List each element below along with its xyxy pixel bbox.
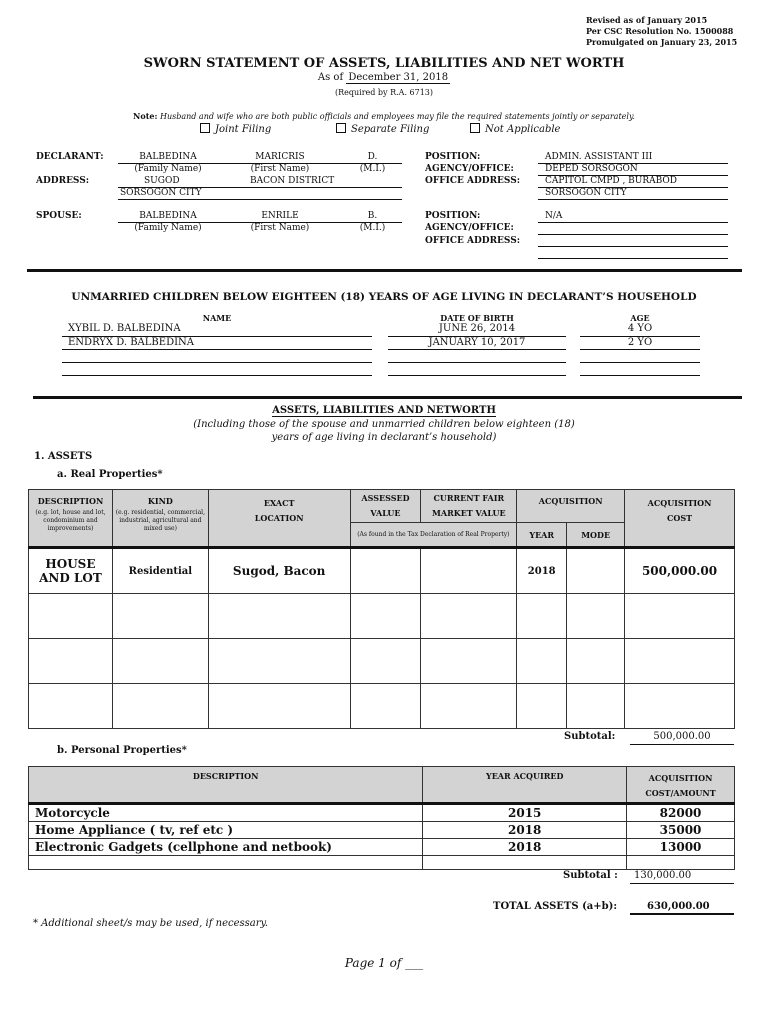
spouse-family-name: BALBEDINA [139, 211, 197, 221]
child-2-age: 2 YO [627, 337, 653, 348]
pp-row-1-year: 2015 [423, 804, 627, 822]
rp-cost-header: ACQUISITION COST [625, 490, 735, 548]
spouse-office-address-label: OFFICE ADDRESS: [425, 236, 521, 246]
rp-fair-header: CURRENT FAIR MARKET VALUE [421, 490, 517, 523]
children-dob-header: DATE OF BIRTH [440, 313, 514, 323]
separate-filing-option[interactable] [336, 123, 429, 135]
total-assets-label: TOTAL ASSETS (a+b): [493, 901, 618, 912]
rp-subtotal-line [630, 744, 734, 745]
mi-caption: (M.I.) [359, 164, 386, 174]
pp-description-header: DESCRIPTION [29, 767, 423, 804]
children-title: UNMARRIED CHILDREN BELOW EIGHTEEN (18) YEARS OF AGE LIVING IN DECLARANT’S HOUSEHOLD [71, 291, 697, 303]
spouse-label: SPOUSE: [36, 211, 82, 221]
as-of-line [0, 72, 768, 83]
spouse-office-line [538, 258, 728, 259]
table-row [29, 594, 735, 639]
real-properties-table [28, 489, 735, 729]
address-label: ADDRESS: [36, 176, 90, 186]
declarant-first-name: MARICRIS [255, 152, 305, 162]
revision-line-3: Promulgated on January 23, 2015 [586, 37, 738, 47]
assets-heading: 1. ASSETS [34, 451, 93, 462]
not-applicable-label: Not Applicable [485, 124, 561, 135]
address-line [118, 199, 402, 200]
alnw-subtitle-2: years of age living in declarant’s household) [271, 432, 497, 443]
address-line-2: SORSOGON CITY [120, 188, 202, 198]
pp-subtotal-label: Subtotal : [563, 870, 618, 881]
rp-row-1-assessed [350, 548, 421, 594]
rp-row-1-description: HOUSE AND LOT [29, 548, 113, 594]
rp-acquisition-header: ACQUISITION [517, 490, 625, 523]
checkbox-icon [470, 123, 480, 133]
rp-row-1-location: Sugod, Bacon [208, 548, 350, 594]
not-applicable-option[interactable] [470, 123, 560, 135]
revision-line-2: Per CSC Resolution No. 1500088 [586, 26, 734, 36]
pp-row-3-description: Electronic Gadgets (cellphone and netbook) [29, 839, 423, 856]
pp-row-3-year: 2018 [423, 839, 627, 856]
pp-row-1-description: Motorcycle [29, 804, 423, 822]
child-2-name: ENDRYX D. BALBEDINA [68, 337, 195, 348]
rp-description-header: DESCRIPTION (e.g. lot, house and lot, condominium and improvements) [29, 490, 113, 548]
additional-sheets-note: * Additional sheet/s may be used, if necessary. [33, 918, 269, 929]
spouse-first-name: ENRILE [261, 211, 299, 221]
child-1-dob: JUNE 26, 2014 [438, 323, 516, 334]
office-address-label: OFFICE ADDRESS: [425, 176, 521, 186]
required-by: (Required by R.A. 6713) [334, 88, 434, 97]
rp-mode-header: MODE [567, 523, 625, 548]
pp-cost-header: ACQUISITION COST/AMOUNT [627, 767, 735, 804]
rp-kind-header: KIND (e.g. residential, commercial, industrial, agricultural and mixed use) [112, 490, 208, 548]
spouse-family-name-caption: (Family Name) [134, 223, 202, 233]
note-text: Husband and wife who are both public officials and employees may file the required statements jointly or separately. [159, 112, 635, 121]
table-row [29, 548, 735, 594]
checkbox-icon [200, 123, 210, 133]
alnw-subtitle-1: (Including those of the spouse and unmarried children below eighteen (18) [193, 419, 575, 430]
as-of-date: December 31, 2018 [348, 72, 449, 83]
rp-tax-note: (As found in the Tax Declaration of Real Property) [350, 523, 517, 548]
address-line-1b: BACON DISTRICT [250, 176, 335, 186]
revision-info [586, 15, 737, 48]
pp-subtotal-line [630, 883, 734, 884]
family-name-caption: (Family Name) [134, 164, 202, 174]
rp-row-1-fair [421, 548, 517, 594]
spouse-position-label: POSITION: [425, 211, 481, 221]
section-divider [27, 269, 742, 272]
address-line-1a: SUGOD [144, 176, 180, 186]
office-address-line-1: CAPITOL CMPD , BURABOD [545, 176, 678, 186]
position-label: POSITION: [425, 152, 481, 162]
rp-assessed-header: ASSESSED VALUE [350, 490, 421, 523]
rp-row-1-kind: Residential [112, 548, 208, 594]
personal-properties-table [28, 766, 735, 870]
declarant-family-name: BALBEDINA [139, 152, 197, 162]
section-divider [33, 396, 742, 399]
alnw-title: ASSETS, LIABILITIES AND NETWORTH [272, 405, 496, 416]
agency-label: AGENCY/OFFICE: [425, 164, 514, 174]
declarant-label: DECLARANT: [36, 152, 104, 162]
declarant-agency: DEPED SORSOGON [545, 164, 638, 174]
rp-row-1-mode [567, 548, 625, 594]
pp-row-3-cost: 13000 [627, 839, 735, 856]
revision-line-1: Revised as of January 2015 [586, 15, 708, 25]
spouse-position: N/A [545, 211, 563, 221]
as-of-label: As of [317, 72, 344, 83]
child-1-name: XYBIL D. BALBEDINA [68, 323, 181, 334]
spouse-mi-caption: (M.I.) [359, 223, 386, 233]
rp-row-1-year: 2018 [517, 548, 567, 594]
real-properties-heading: a. Real Properties* [57, 469, 163, 480]
rp-year-header: YEAR [517, 523, 567, 548]
joint-filing-option[interactable] [200, 123, 271, 135]
pp-row-2-cost: 35000 [627, 822, 735, 839]
pp-row-2-description: Home Appliance ( tv, ref etc ) [29, 822, 423, 839]
spouse-agency-label: AGENCY/OFFICE: [425, 223, 514, 233]
child-1-age: 4 YO [627, 323, 653, 334]
separate-filing-label: Separate Filing [351, 124, 430, 135]
spouse-position-line [538, 222, 728, 223]
table-row [29, 639, 735, 684]
note [0, 111, 768, 121]
note-label: Note: [133, 111, 158, 121]
total-assets-line [630, 913, 734, 915]
checkbox-icon [336, 123, 346, 133]
rp-row-1-cost: 500,000.00 [625, 548, 735, 594]
form-title: SWORN STATEMENT OF ASSETS, LIABILITIES AND NET WORTH [143, 56, 625, 71]
page-number: Page 1 of ___ [344, 956, 424, 970]
pp-subtotal-value: 130,000.00 [634, 870, 692, 881]
rp-subtotal-label: Subtotal: [564, 731, 616, 742]
first-name-caption: (First Name) [250, 164, 310, 174]
office-address-line [538, 199, 728, 200]
declarant-position: ADMIN. ASSISTANT III [545, 152, 653, 162]
pp-year-header: YEAR ACQUIRED [423, 767, 627, 804]
spouse-mi: B. [367, 211, 378, 221]
pp-row-2-year: 2018 [423, 822, 627, 839]
table-row [29, 684, 735, 729]
child-2-dob: JANUARY 10, 2017 [428, 337, 526, 348]
children-age-header: AGE [630, 313, 650, 323]
table-row [29, 804, 735, 822]
spouse-office-line [538, 246, 728, 247]
table-row [29, 822, 735, 839]
joint-filing-label: Joint Filing [215, 124, 272, 135]
table-row [29, 839, 735, 856]
office-address-line-2: SORSOGON CITY [545, 188, 627, 198]
spouse-first-name-caption: (First Name) [250, 223, 310, 233]
children-name-header: NAME [202, 313, 232, 323]
rp-subtotal-value: 500,000.00 [653, 731, 711, 742]
personal-properties-heading: b. Personal Properties* [57, 745, 187, 756]
spouse-agency-line [538, 234, 728, 235]
rp-location-header: EXACT LOCATION [208, 490, 350, 548]
table-row [29, 856, 735, 870]
pp-row-1-cost: 82000 [627, 804, 735, 822]
total-assets-value: 630,000.00 [647, 901, 710, 912]
declarant-mi: D. [367, 152, 378, 162]
